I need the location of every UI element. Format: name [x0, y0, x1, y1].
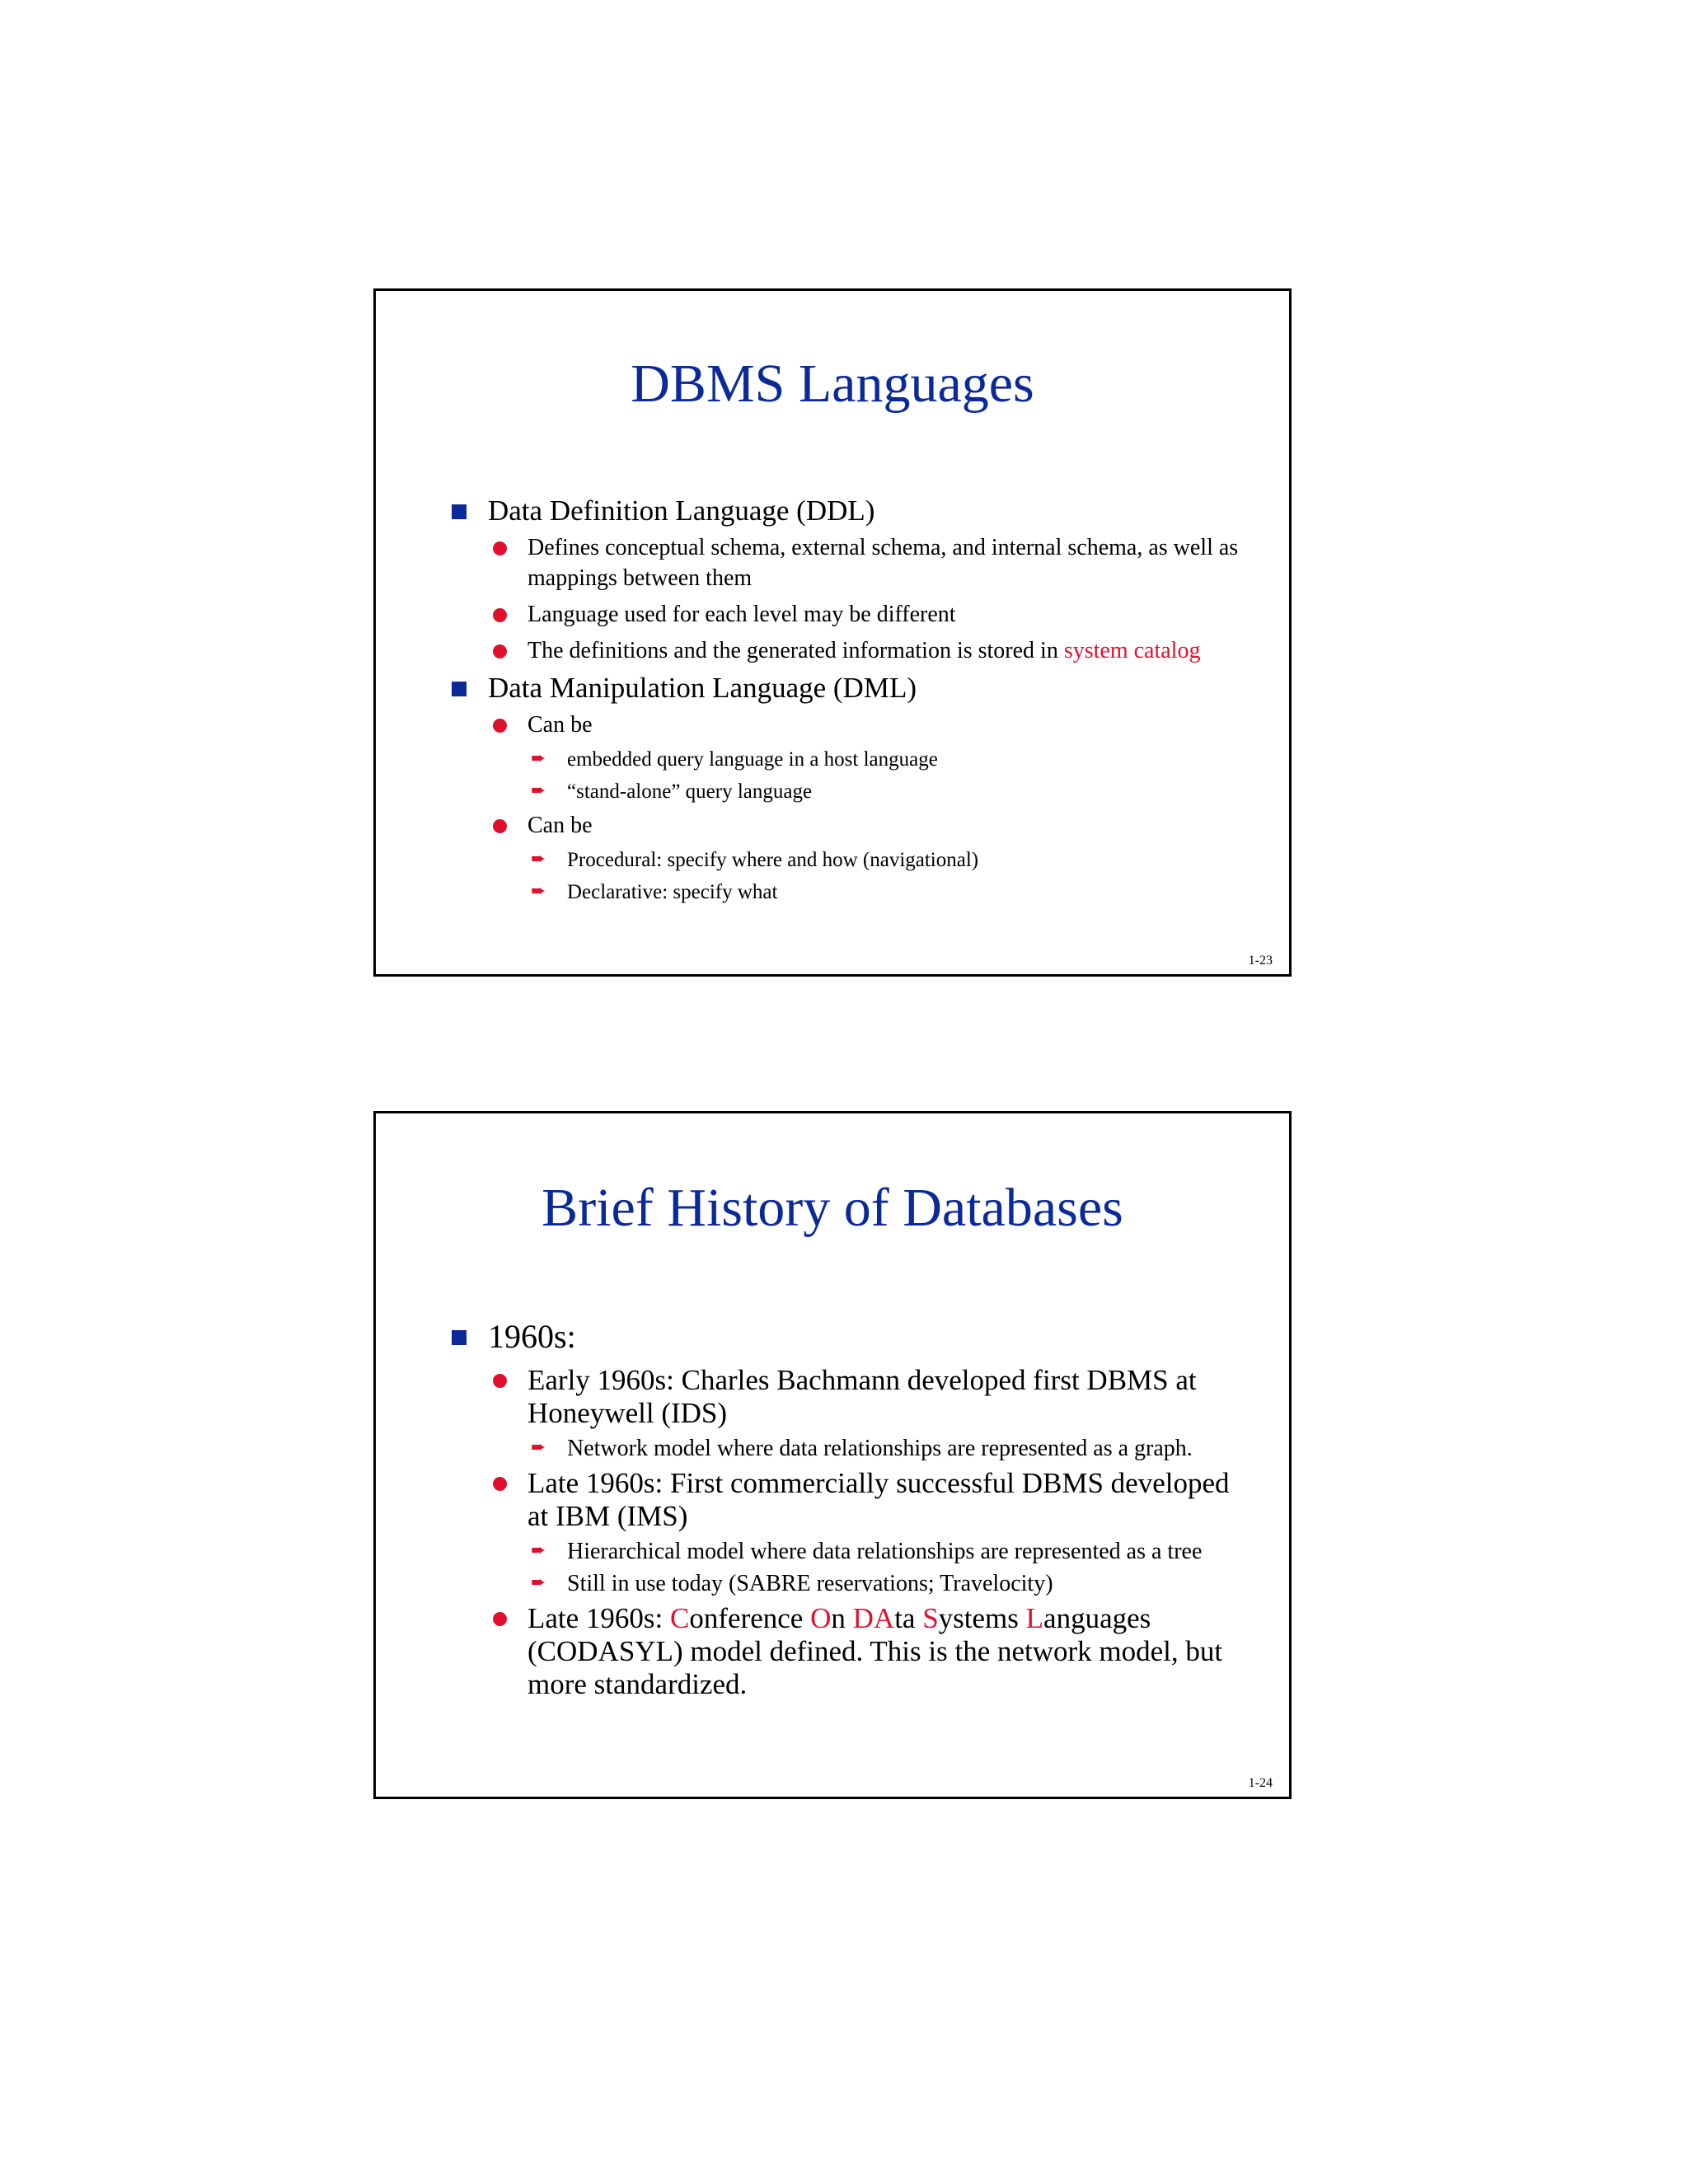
- sub-bullet-procedural: ➨ Procedural: specify where and how (navigational): [529, 846, 1240, 874]
- sub-bullet-hierarchical: ➨ Hierarchical model where data relationships are represented as a tree: [531, 1539, 1203, 1564]
- sub-bullet-standalone: ➨ “stand-alone” query language: [529, 778, 1240, 805]
- circle-bullet-icon: [493, 1612, 507, 1626]
- sub-bullet-network-model: ➨ Network model where data relationships are represented as a graph.: [531, 1436, 1193, 1461]
- system-catalog-highlight: system catalog: [1063, 638, 1201, 663]
- ddl-heading: Data Definition Language (DDL): [488, 494, 875, 527]
- square-bullet-icon: [452, 1330, 467, 1345]
- square-bullet-icon: [452, 504, 467, 519]
- slide-body: [450, 1318, 1240, 1706]
- slide-body: [450, 494, 1240, 911]
- slide-brief-history: [373, 1111, 1292, 1799]
- bullet-dml-canbe-1: Can be: [490, 710, 1240, 740]
- slide-dbms-languages: [373, 288, 1292, 977]
- arrow-bullet-icon: ➨: [531, 1540, 546, 1561]
- arrow-bullet-icon: ➨: [531, 1437, 546, 1458]
- arrow-bullet-icon: ➨: [531, 1572, 546, 1593]
- arrow-bullet-icon: ➨: [531, 780, 546, 801]
- bullet-dml-canbe-2: Can be: [490, 810, 1240, 841]
- bullet-early-1960s: Early 1960s: Charles Bachmann developed first DBMS at Honeywell (IDS): [490, 1364, 1240, 1430]
- bullet-ddl: [450, 494, 1240, 527]
- circle-bullet-icon: [493, 819, 507, 833]
- slide-number: 1-24: [1248, 1776, 1273, 1790]
- circle-bullet-icon: [493, 608, 507, 622]
- circle-bullet-icon: [493, 1374, 507, 1388]
- bullet-ddl-defines: Defines conceptual schema, external schema, and internal schema, as well as mappings between them: [490, 532, 1240, 593]
- circle-bullet-icon: [493, 644, 507, 658]
- bullet-late-1960s-codasyl: Late 1960s: Conference On DAta Systems Languages (CODASYL) model defined. This is the network model, but more standardized.: [490, 1602, 1240, 1701]
- slide-title: DBMS Languages: [631, 354, 1034, 414]
- sub-bullet-embedded: ➨ embedded query language in a host language: [529, 746, 1240, 773]
- circle-bullet-icon: [493, 541, 507, 555]
- slide-title: Brief History of Databases: [542, 1178, 1123, 1238]
- square-bullet-icon: [452, 682, 467, 696]
- arrow-bullet-icon: ➨: [531, 748, 546, 769]
- bullet-late-1960s-ims: Late 1960s: First commercially successful DBMS developed at IBM (IMS): [490, 1467, 1240, 1533]
- arrow-bullet-icon: ➨: [531, 849, 546, 869]
- circle-bullet-icon: [493, 1477, 507, 1491]
- sub-bullet-declarative: ➨ Declarative: specify what: [529, 879, 1240, 906]
- bullet-ddl-language: Language used for each level may be different: [490, 599, 1240, 630]
- slide-number: 1-23: [1248, 954, 1273, 968]
- dml-heading: Data Manipulation Language (DML): [488, 672, 917, 704]
- bullet-1960s: 1960s:: [450, 1318, 1240, 1356]
- circle-bullet-icon: [493, 719, 507, 733]
- bullet-ddl-catalog: The definitions and the generated information is stored in system catalog: [490, 635, 1240, 666]
- arrow-bullet-icon: ➨: [531, 881, 546, 902]
- bullet-dml: [450, 672, 1240, 705]
- sub-bullet-still-in-use: ➨ Still in use today (SABRE reservations; Travelocity): [531, 1571, 1053, 1596]
